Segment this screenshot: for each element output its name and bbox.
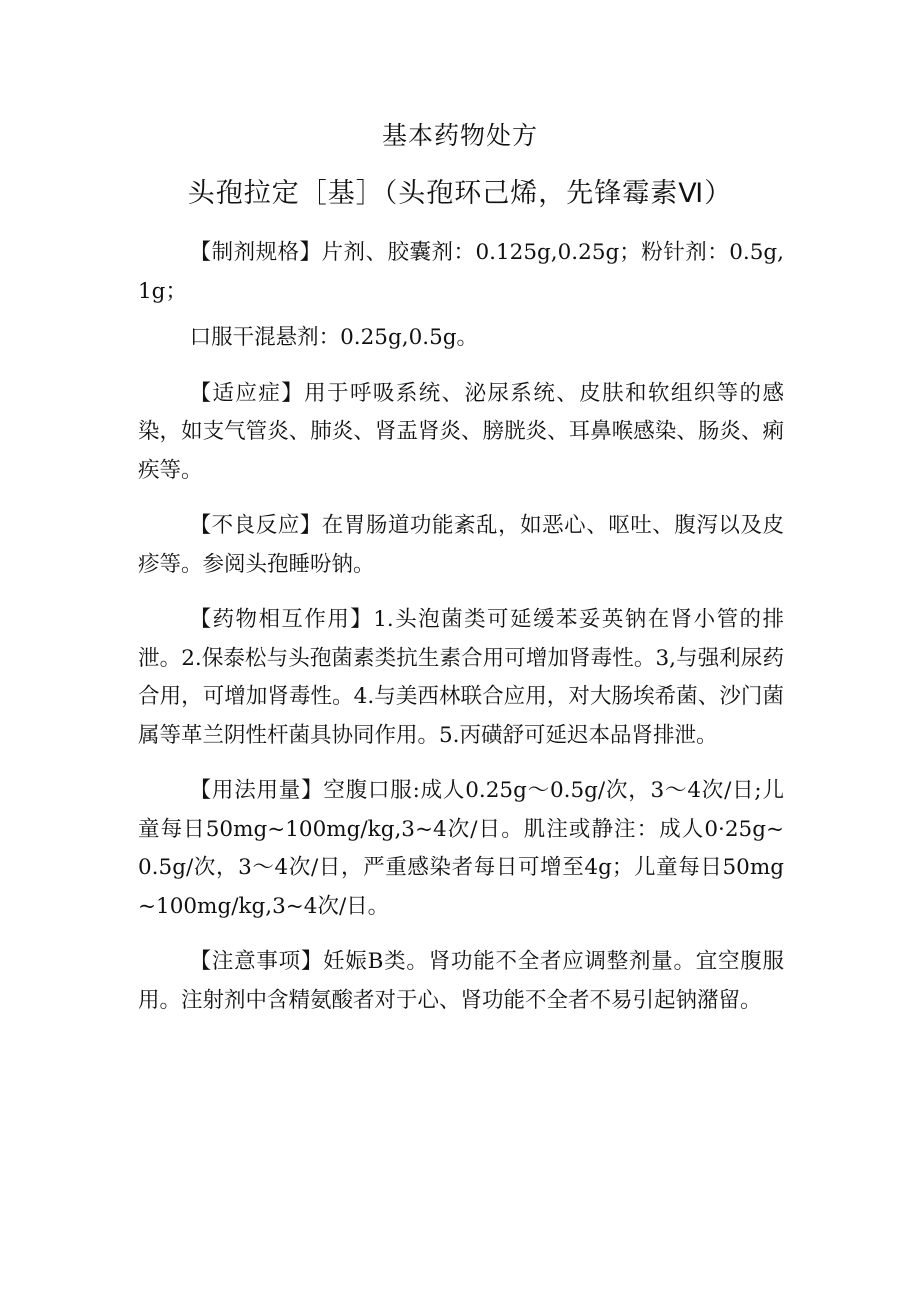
section-text: 空腹口服:成人0.25g～0.5g/次，3～4次/日;儿童每日50mg~100mg/kg,3~4次/日。肌注或静注：成人0·25g~0.5g/次，3～4次/日，严重感染者每日可增至4g；儿童每日50mg~100mg/kg,3~4次/日。 bbox=[138, 778, 784, 919]
section-text: 口服干混悬剂：0.25g,0.5g。 bbox=[189, 325, 479, 350]
section-text: 妊娠B类。肾功能不全者应调整剂量。宜空腹服用。注射剂中含精氨酸者对于心、肾功能不全者不易引起钠潴留。 bbox=[138, 949, 784, 1013]
section-heading: 【适应症】 bbox=[189, 380, 305, 406]
section-drug-interactions bbox=[138, 601, 784, 755]
section-adverse-reactions bbox=[138, 507, 784, 584]
document-title: 基本药物处方 bbox=[381, 121, 538, 150]
section-text: 用于呼吸系统、泌尿系统、皮肤和软组织等的感染，如支气管炎、肺炎、肾盂肾炎、膀胱炎、耳鼻喉感染、肠炎、痢疾等。 bbox=[138, 380, 784, 483]
section-heading: 【注意事项】 bbox=[189, 949, 324, 974]
section-text: 1.头泡菌类可延缓苯妥英钠在肾小管的排泄。2.保泰松与头孢菌素类抗生素合用可增加肾毒性。3,与强利尿药合用，可增加肾毒性。4.与美西林联合应用，对大肠埃希菌、沙门菌属等革兰阴性杆菌具协同作用。5.丙磺舒可延迟本品肾排泄。 bbox=[138, 607, 785, 748]
section-heading: 【用法用量】 bbox=[189, 778, 324, 803]
section-text: 片剂、胶囊剂：0.125g,0.25g；粉针剂：0.5g,1g； bbox=[138, 240, 784, 304]
drug-name-heading: 头孢拉定［基］（头孢环己烯，先锋霉素Ⅵ） bbox=[187, 178, 733, 209]
section-specification bbox=[138, 234, 784, 311]
section-dosage bbox=[138, 772, 784, 926]
section-text: 在胃肠道功能紊乱，如恶心、呕吐、腹泻以及皮疹等。参阅头孢睡吩钠。 bbox=[138, 513, 784, 577]
section-specification-suspension bbox=[138, 319, 784, 358]
document-body bbox=[138, 234, 784, 1037]
section-precautions bbox=[138, 943, 784, 1020]
section-indications bbox=[138, 375, 784, 491]
section-heading: 【制剂规格】 bbox=[189, 240, 322, 265]
section-heading: 【不良反应】 bbox=[189, 513, 322, 538]
section-heading: 【药物相互作用】 bbox=[189, 607, 374, 632]
